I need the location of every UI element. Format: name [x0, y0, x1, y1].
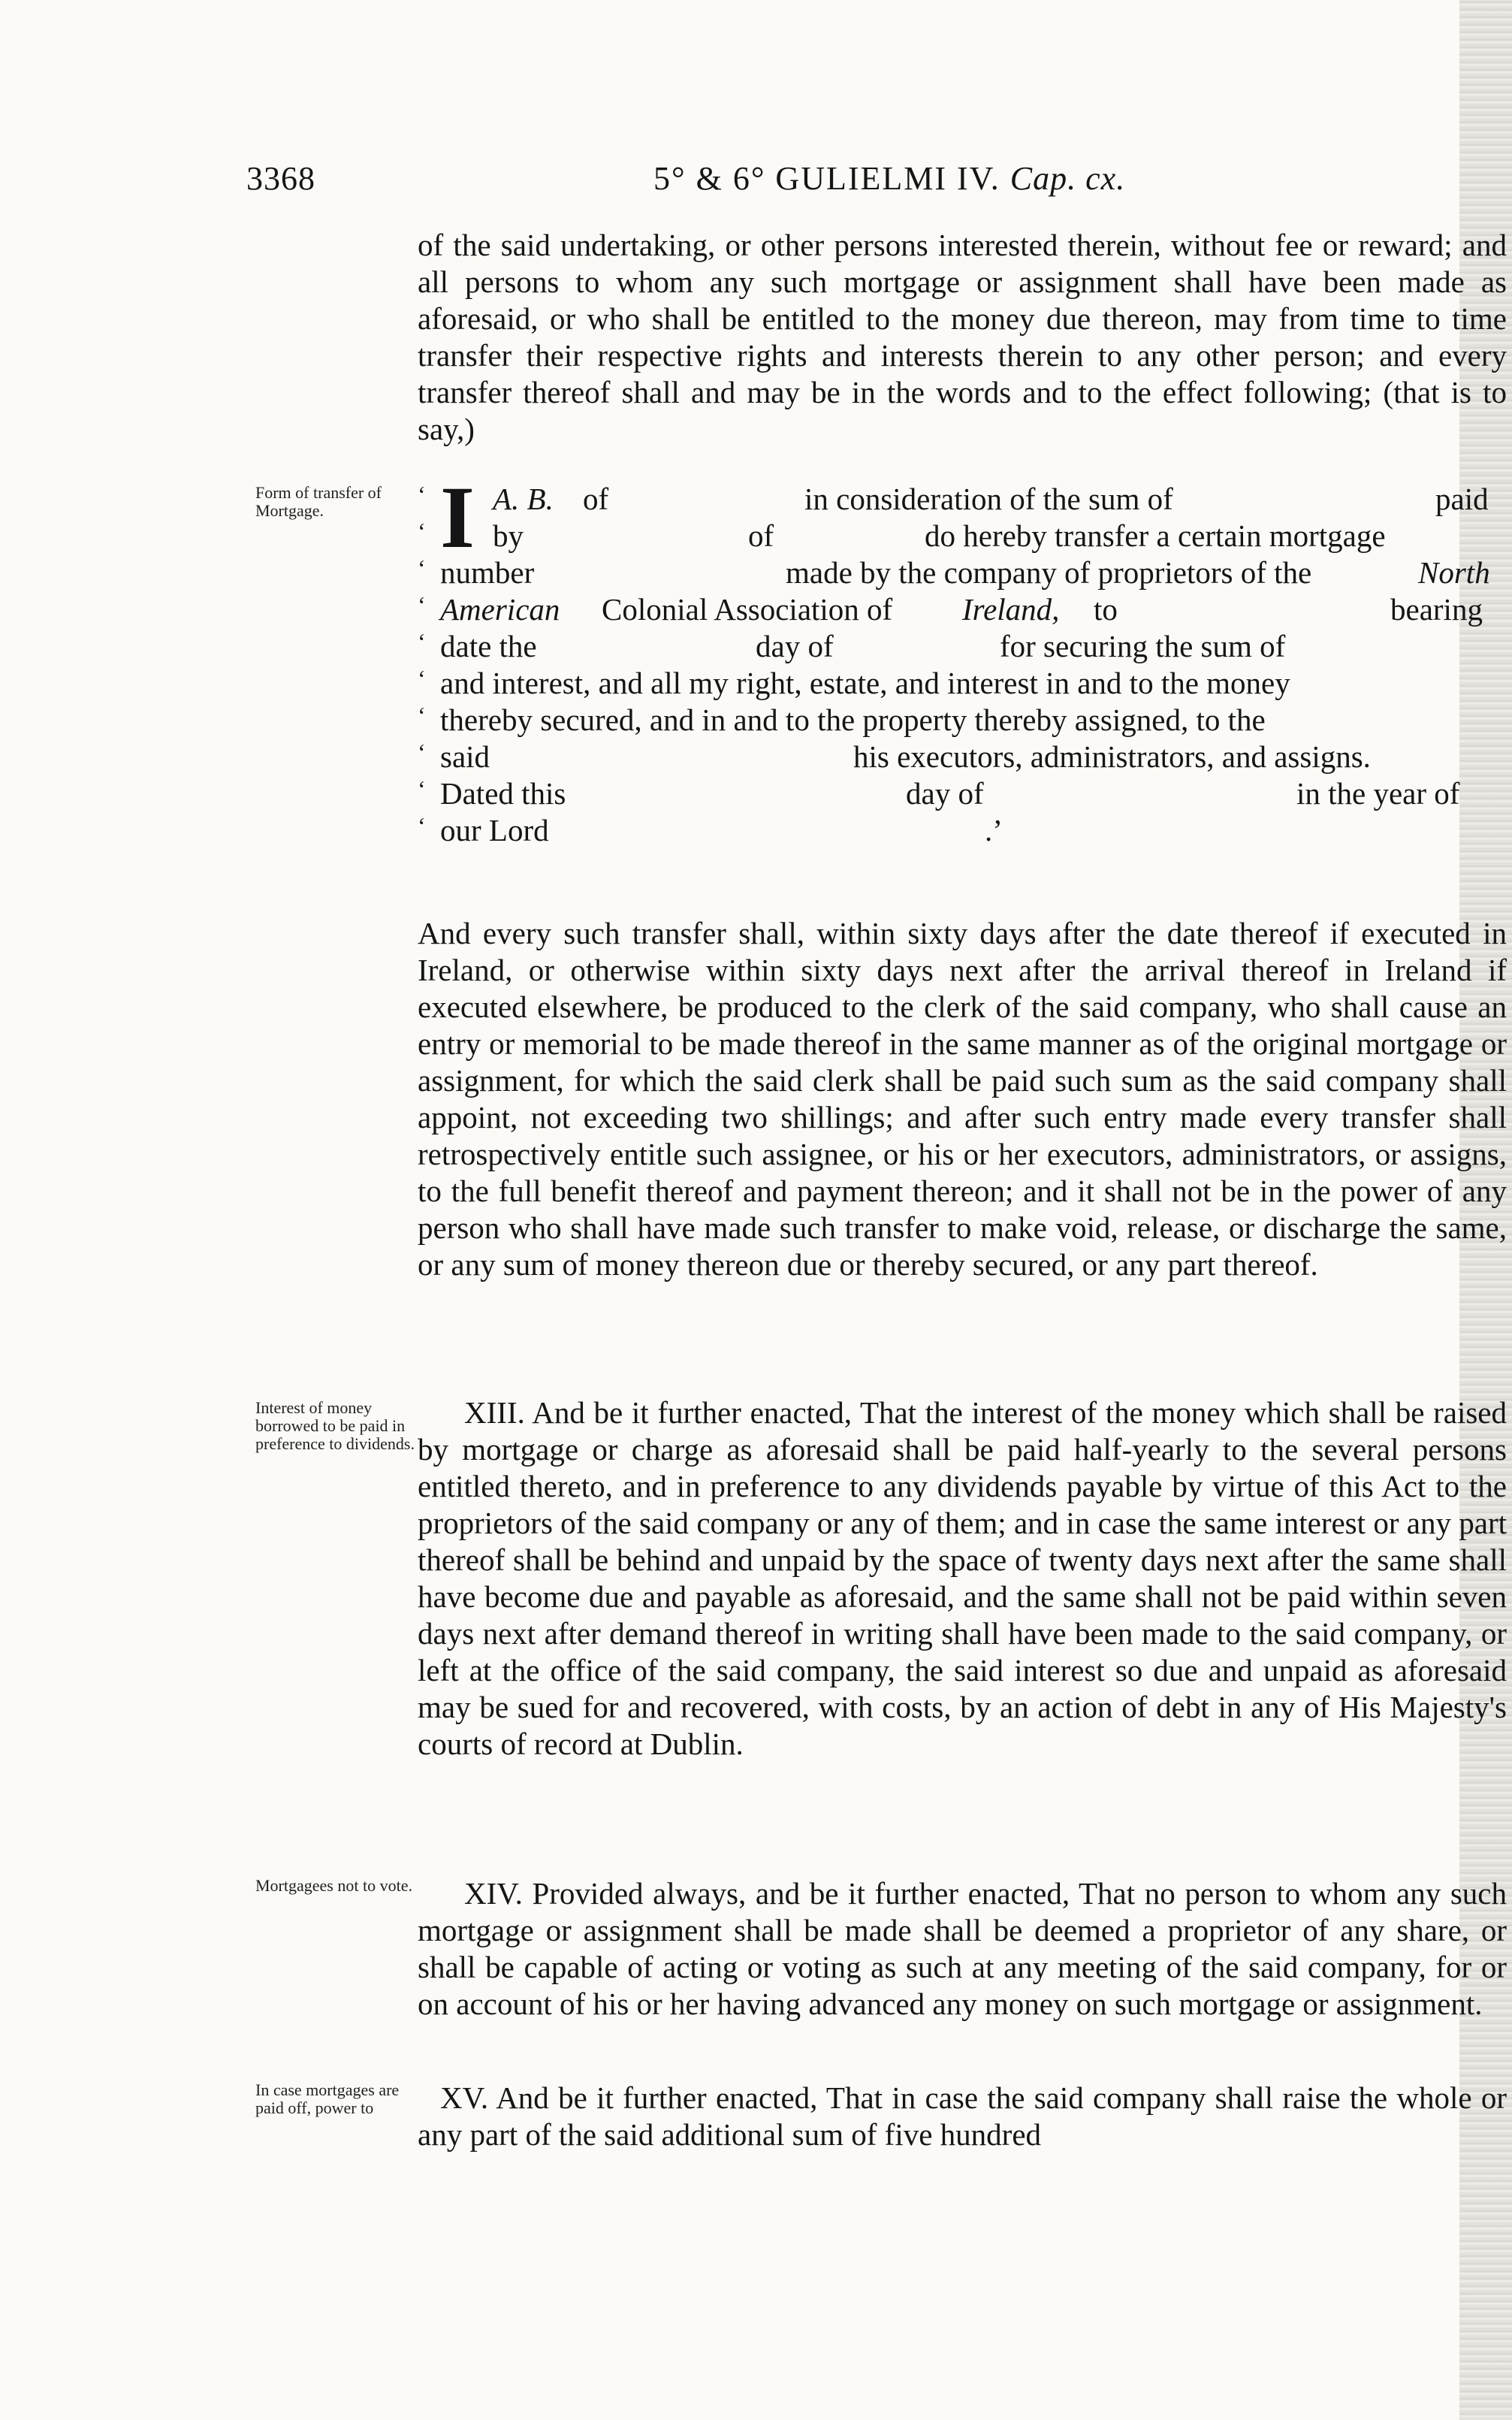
deed-line10-a: our Lord [440, 813, 549, 847]
deed-line4-b: Colonial Association of [602, 592, 893, 627]
deed-line1-d: paid [1435, 482, 1489, 516]
running-head [653, 159, 1125, 198]
running-head-chapter: Cap. cx. [1010, 160, 1126, 197]
deed-line2-a: by [493, 518, 524, 553]
deed-line1-a: A. B. [493, 482, 554, 516]
drop-cap: I [440, 468, 475, 566]
deed-line8-b: his executors, administrators, and assigns. [853, 739, 1371, 774]
quote-mark: ‘ [418, 702, 426, 729]
sidenote-form-of-transfer: Form of transfer of Mortgage. [255, 483, 382, 520]
deed-line3-a: number [440, 555, 535, 590]
quote-mark: ‘ [418, 591, 426, 618]
deed-line1-c: in consideration of the sum of [804, 482, 1173, 516]
quote-mark: ‘ [418, 665, 426, 692]
section-xiii: XIII. And be it further enacted, That the interest of the money which shall be raised by mortgage or charge as aforesaid shall be paid half-yearly to the several persons entitled thereto, and in preference to any dividends payable by virtue of this Act to the proprietors of the said company or any of them; and in case the same interest or any part thereof shall be behind and unpaid by the space of twenty days next after the same shall have become due and payable as aforesaid, and the same shall not be paid within seven days next after demand thereof in writing shall have been made to the said company, or left at the office of the said company, the said interest so due and unpaid as aforesaid may be sued for and recovered, with costs, by an action of debt in any of His Majesty's courts of record at Dublin. [418, 1395, 1507, 1761]
deed-line8-a: said [440, 739, 490, 774]
deed-line2-b: of [748, 518, 774, 553]
deed-line9-b: day of [906, 776, 984, 811]
deed-line5-a: date the [440, 629, 537, 663]
sidenote-mortgagees: Mortgagees not to vote. [255, 1876, 412, 1895]
deed-line3-c: North [1418, 555, 1490, 590]
quote-mark: ‘ [418, 481, 426, 508]
deed-line2-c: do hereby transfer a certain mortgage [925, 518, 1386, 553]
paragraph-2: And every such transfer shall, within sixty days after the date thereof if executed in Ireland, or otherwise within sixty days next after the arrival thereof in Ireland if executed elsewhere, be produced to the clerk of the said company, who shall cause an entry or memorial to be made thereof in the same manner as of the original mortgage or assignment, for which the said clerk shall be paid such sum as the said company shall appoint, not exceeding two shillings; and after such entry made every transfer shall retrospectively entitle such assignee, or his or her executors, administrators, or assigns, to the full benefit thereof and payment thereon; and it shall not be in the power of any person who shall have made such transfer to make void, release, or discharge the same, or any sum of money thereon due or thereby secured, or any part thereof. [418, 916, 1507, 1282]
deed-line9-c: in the year of [1296, 776, 1460, 811]
quote-mark: ‘ [418, 775, 426, 802]
deed-line10-b: .’ [985, 813, 1003, 847]
quote-mark: ‘ [418, 518, 426, 545]
deed-line4-e: bearing [1390, 592, 1483, 627]
deed-line1-b: of [583, 482, 609, 516]
deed-line3-b: made by the company of proprietors of the [786, 555, 1312, 590]
deed-line6: and interest, and all my right, estate, and interest in and to the money [440, 666, 1290, 700]
sidenote-interest: Interest of money borrowed to be paid in preference to dividends. [255, 1398, 415, 1453]
sidenote-in-case: In case mortgages are paid off, power to [255, 2080, 400, 2117]
quote-mark: ‘ [418, 554, 426, 582]
section-xiv: XIV. Provided always, and be it further enacted, That no person to whom any such mortgage or assignment shall be made shall be deemed a proprietor of any share, or shall be capable of acting or voting as such at any meeting of the said company, for or on account of his or her having advanced any money on such mortgage or assignment. [418, 1876, 1507, 2021]
section-xv: XV. And be it further enacted, That in case the said company shall raise the whole or any part of the said additional sum of five hundred [418, 2080, 1507, 2152]
paragraph-1: of the said undertaking, or other persons interested therein, without fee or reward; and all persons to whom any such mortgage or assignment shall have been made as aforesaid, or who shall be entitled to the money due thereon, may from time to time transfer their respective rights and interests therein to any other person; and every transfer thereof shall and may be in the words and to the effect following; (that is to say,) [418, 228, 1507, 446]
deed-line9-a: Dated this [440, 776, 566, 811]
page-number: 3368 [246, 160, 315, 197]
deed-line4-a: American [440, 592, 560, 627]
deed-line4-d: to [1094, 592, 1118, 627]
quote-mark: ‘ [418, 739, 426, 766]
quote-mark: ‘ [418, 812, 426, 839]
quote-mark: ‘ [418, 628, 426, 655]
deed-line4-c: Ireland, [962, 592, 1060, 627]
deed-line5-b: day of [756, 629, 834, 663]
deed-line5-c: for securing the sum of [1000, 629, 1286, 663]
running-head-title: 5° & 6° GULIELMI IV. [653, 160, 1000, 197]
transfer-form [418, 468, 1507, 894]
deed-line7: thereby secured, and in and to the property thereby assigned, to the [440, 702, 1266, 737]
